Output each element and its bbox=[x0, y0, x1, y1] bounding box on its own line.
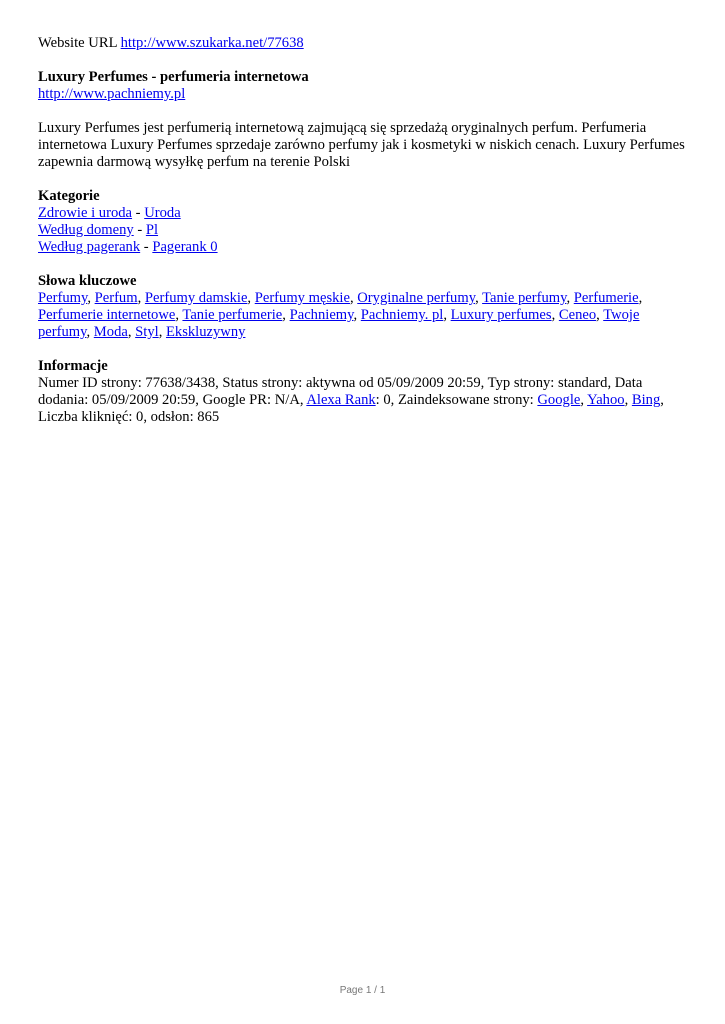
keyword-link[interactable]: Perfumy męskie bbox=[254, 290, 350, 306]
keyword-link[interactable]: Moda bbox=[93, 324, 128, 340]
keyword-link[interactable]: Luxury perfumes bbox=[450, 307, 552, 323]
keywords-section bbox=[38, 273, 688, 341]
category-separator: - bbox=[140, 239, 153, 255]
category-parent-link[interactable]: Według domeny bbox=[38, 222, 134, 238]
keyword-link[interactable]: Tanie perfumerie bbox=[182, 307, 283, 323]
website-url-link[interactable]: http://www.szukarka.net/77638 bbox=[120, 35, 304, 51]
keyword-link[interactable]: Perfumy bbox=[38, 290, 88, 306]
category-separator: - bbox=[132, 205, 145, 221]
category-child-link[interactable]: Pl bbox=[145, 222, 159, 238]
keyword-link[interactable]: Pachniemy bbox=[289, 307, 354, 323]
category-child-link[interactable]: Uroda bbox=[144, 205, 181, 221]
keyword-link[interactable]: Oryginalne perfumy bbox=[357, 290, 476, 306]
keyword-link[interactable]: Ceneo bbox=[558, 307, 597, 323]
keyword-link[interactable]: Perfumerie internetowe bbox=[38, 307, 176, 323]
yahoo-link[interactable]: Yahoo bbox=[587, 392, 625, 408]
category-row bbox=[38, 205, 688, 222]
keyword-link[interactable]: Perfum bbox=[94, 290, 138, 306]
categories-heading: Kategorie bbox=[38, 188, 100, 204]
keyword-link[interactable]: Ekskluzywny bbox=[165, 324, 246, 340]
info-text bbox=[38, 375, 688, 426]
info-text-part: Numer ID strony: 77638/3438, Status strony: aktywna od 05/09/2009 20:59, Typ strony: standard, Data dodania: 05/09/2009 20:59, Google PR: N/A, bbox=[38, 375, 643, 408]
info-text-part: : 0, Zaindeksowane strony: bbox=[375, 392, 538, 408]
categories-section bbox=[38, 188, 688, 256]
site-header bbox=[38, 69, 688, 103]
site-description: Luxury Perfumes jest perfumerią internetową zajmującą się sprzedażą oryginalnych perfum. Perfumeria internetowa Luxury Perfumes sprzedaje zarówno perfumy jak i kosmetyki w niskich cenach. Luxury Perfumes zapewnia darmową wysyłkę perfum na terenie Polski bbox=[38, 120, 685, 170]
site-url-link[interactable]: http://www.pachniemy.pl bbox=[38, 86, 186, 102]
document-body bbox=[38, 35, 688, 443]
category-parent-link[interactable]: Zdrowie i uroda bbox=[38, 205, 133, 221]
keyword-link[interactable]: Pachniemy. pl bbox=[360, 307, 444, 323]
website-url-line bbox=[38, 35, 688, 52]
page-number: Page 1 / 1 bbox=[339, 985, 386, 996]
info-comma: , bbox=[580, 392, 588, 408]
keyword-list: Perfumy, Perfum, Perfumy damskie, Perfumy męskie, Oryginalne perfumy, Tanie perfumy, Perfumerie, Perfumerie internetowe, Tanie perfumerie, Pachniemy, Pachniemy. pl, Luxury perfumes, Ceneo, Twoje perfumy, Moda, Styl, Ekskluzywny bbox=[38, 290, 643, 340]
category-parent-link[interactable]: Według pagerank bbox=[38, 239, 141, 255]
info-section bbox=[38, 358, 688, 426]
category-separator: - bbox=[133, 222, 146, 238]
category-row bbox=[38, 222, 688, 239]
google-link[interactable]: Google bbox=[537, 392, 581, 408]
keyword-link[interactable]: Tanie perfumy bbox=[482, 290, 567, 306]
info-heading: Informacje bbox=[38, 358, 108, 374]
category-child-link[interactable]: Pagerank 0 bbox=[152, 239, 218, 255]
keyword-link[interactable]: Perfumy damskie bbox=[144, 290, 248, 306]
category-row bbox=[38, 239, 688, 256]
bing-link[interactable]: Bing bbox=[631, 392, 661, 408]
site-title: Luxury Perfumes - perfumeria internetowa bbox=[38, 69, 309, 85]
keywords-heading: Słowa kluczowe bbox=[38, 273, 137, 289]
info-text-part: , Liczba kliknięć: 0, odsłon: 865 bbox=[38, 392, 664, 425]
alexa-rank-link[interactable]: Alexa Rank bbox=[306, 392, 376, 408]
info-comma: , bbox=[624, 392, 632, 408]
keyword-link[interactable]: Styl bbox=[135, 324, 159, 340]
keyword-link[interactable]: Twoje perfumy bbox=[38, 307, 640, 340]
website-url-label: Website URL bbox=[38, 35, 117, 51]
keyword-link[interactable]: Perfumerie bbox=[573, 290, 639, 306]
